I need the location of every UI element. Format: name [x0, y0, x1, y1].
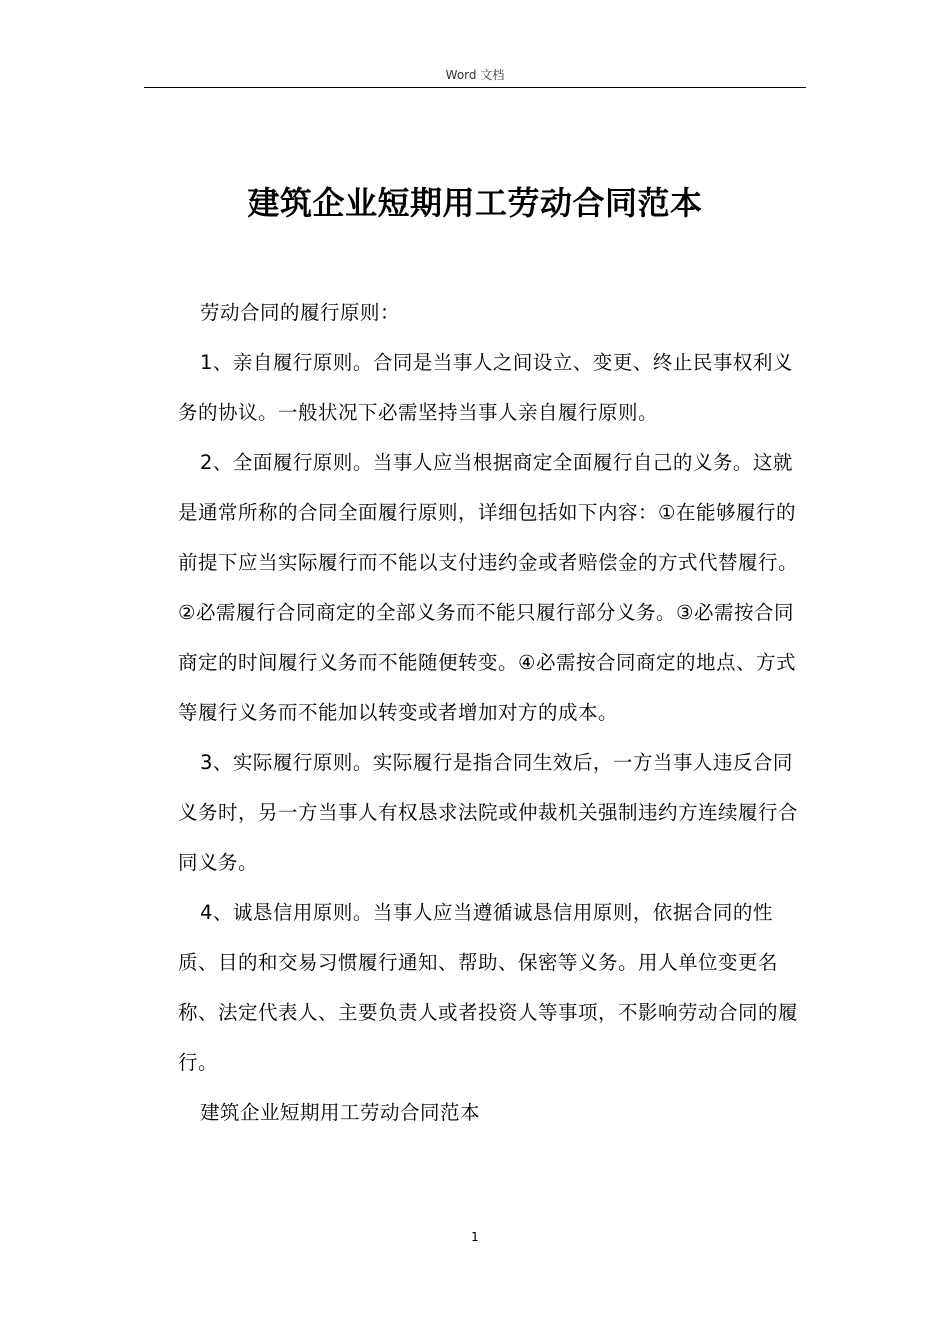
header-divider [144, 87, 806, 88]
paragraph-closing-title: 建筑企业短期用工劳动合同范本 [200, 1101, 481, 1124]
paragraph-principle-1: 1、亲自履行原则。合同是当事人之间设立、变更、终止民事权利义务的协议。一般状况下必需坚持当事人亲自履行原则。 [178, 351, 793, 424]
paragraph-principle-4: 4、诚恳信用原则。当事人应当遵循诚恳信用原则，依据合同的性质、目的和交易习惯履行通知、帮助、保密等义务。用人单位变更名称、法定代表人、主要负责人或者投资人等事项，不影响劳动合同的履行。 [178, 901, 799, 1074]
page-header-label: Word 文档 [445, 68, 505, 82]
paragraph-principle-2: 2、全面履行原则。当事人应当根据商定全面履行自己的义务。这就是通常所称的合同全面履行原则，详细包括如下内容：①在能够履行的前提下应当实际履行而不能以支付违约金或者赔偿金的方式代替履行。②必需履行合同商定的全部义务而不能只履行部分义务。③必需按合同商定的时间履行义务而不能随便转变。④必需按合同商定的地点、方式等履行义务而不能加以转变或者增加对方的成本。 [178, 451, 799, 724]
document-body [178, 288, 808, 1138]
document-title: 建筑企业短期用工劳动合同范本 [247, 184, 703, 223]
page-number: 1 [471, 1230, 479, 1244]
paragraph-intro: 劳动合同的履行原则： [200, 301, 401, 324]
paragraph-principle-3: 3、实际履行原则。实际履行是指合同生效后，一方当事人违反合同义务时，另一方当事人有权恳求法院或仲裁机关强制违约方连续履行合同义务。 [178, 751, 799, 874]
